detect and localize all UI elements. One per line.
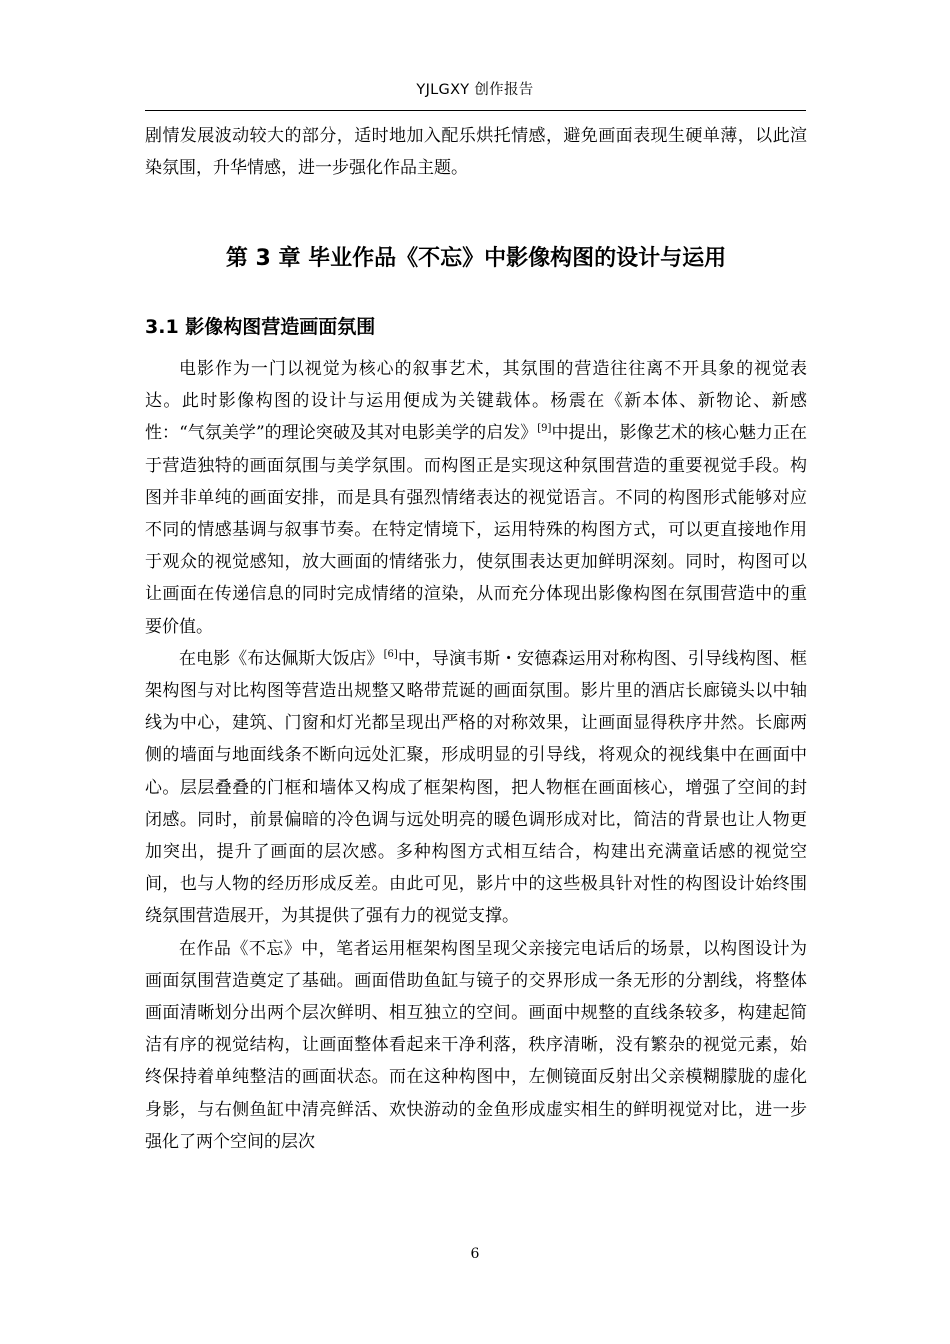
running-header: YJLGXY 创作报告 bbox=[416, 82, 534, 98]
chapter-title: 第 3 章 毕业作品《不忘》中影像构图的设计与运用 bbox=[225, 246, 727, 271]
section-title: 3.1 影像构图营造画面氛围 bbox=[145, 316, 376, 338]
body-paragraph-3 bbox=[145, 933, 807, 1158]
paragraph-text: 电影作为一门以视觉为核心的叙事艺术，其氛围的营造往往离不开具象的视觉表达。此时影像构图的设计与运用便成为关键载体。杨震在《新本体、新物论、新感性：“气氛美学”的理论突破及其对电影美学的启发》 bbox=[145, 359, 807, 444]
page-number: 6 bbox=[470, 1246, 480, 1262]
continuation-paragraph: 剧情发展波动较大的部分，适时地加入配乐烘托情感，避免画面表现生硬单薄，以此渲染氛围，升华情感，进一步强化作品主题。 bbox=[145, 126, 807, 178]
section-body bbox=[145, 353, 807, 1158]
citation-ref: [6] bbox=[383, 648, 398, 660]
paragraph-text: 中，导演韦斯・安德森运用对称构图、引导线构图、框架构图与对比构图等营造出规整又略带荒诞的画面氛围。影片里的酒店长廊镜头以中轴线为中心，建筑、门窗和灯光都呈现出严格的对称效果，让画面显得秩序井然。长廊两侧的墙面与地面线条不断向远处汇聚，形成明显的引导线，将观众的视线集中在画面中心。层层叠叠的门框和墙体又构成了框架构图，把人物框在画面核心，增强了空间的封闭感。同时，前景偏暗的冷色调与远处明亮的暖色调形成对比，简洁的背景也让人物更加突出，提升了画面的层次感。多种构图方式相互结合，构建出充满童话感的视觉空间，也与人物的经历形成反差。由此可见，影片中的这些极具针对性的构图设计始终围绕氛围营造展开，为其提供了强有力的视觉支撑。 bbox=[145, 648, 807, 927]
header-divider bbox=[145, 110, 806, 111]
paragraph-text: 在电影《布达佩斯大饭店》 bbox=[179, 648, 384, 669]
citation-ref: [9] bbox=[537, 423, 552, 435]
body-paragraph-2 bbox=[145, 643, 807, 933]
paragraph-text: 中提出，影像艺术的核心魅力正在于营造独特的画面氛围与美学氛围。而构图正是实现这种氛围营造的重要视觉手段。构图并非单纯的画面安排，而是具有强烈情绪表达的视觉语言。不同的构图形式能够对应不同的情感基调与叙事节奏。在特定情境下，运用特殊的构图方式，可以更直接地作用于观众的视觉感知，放大画面的情绪张力，使氛围表达更加鲜明深刻。同时，构图可以让画面在传递信息的同时完成情绪的渲染，从而充分体现出影像构图在氛围营造中的重要价值。 bbox=[145, 423, 807, 637]
paragraph-text: 在作品《不忘》中，笔者运用框架构图呈现父亲接完电话后的场景，以构图设计为画面氛围营造奠定了基础。画面借助鱼缸与镜子的交界形成一条无形的分割线，将整体画面清晰划分出两个层次鲜明、相互独立的空间。画面中规整的直线条较多，构建起简洁有序的视觉结构，让画面整体看起来干净利落，秩序清晰，没有繁杂的视觉元素，始终保持着单纯整洁的画面状态。而在这种构图中，左侧镜面反射出父亲模糊朦胧的虚化身影，与右侧鱼缸中清亮鲜活、欢快游动的金鱼形成虚实相生的鲜明视觉对比，进一步强化了两个空间的层次 bbox=[145, 938, 807, 1152]
body-paragraph-1 bbox=[145, 353, 807, 643]
